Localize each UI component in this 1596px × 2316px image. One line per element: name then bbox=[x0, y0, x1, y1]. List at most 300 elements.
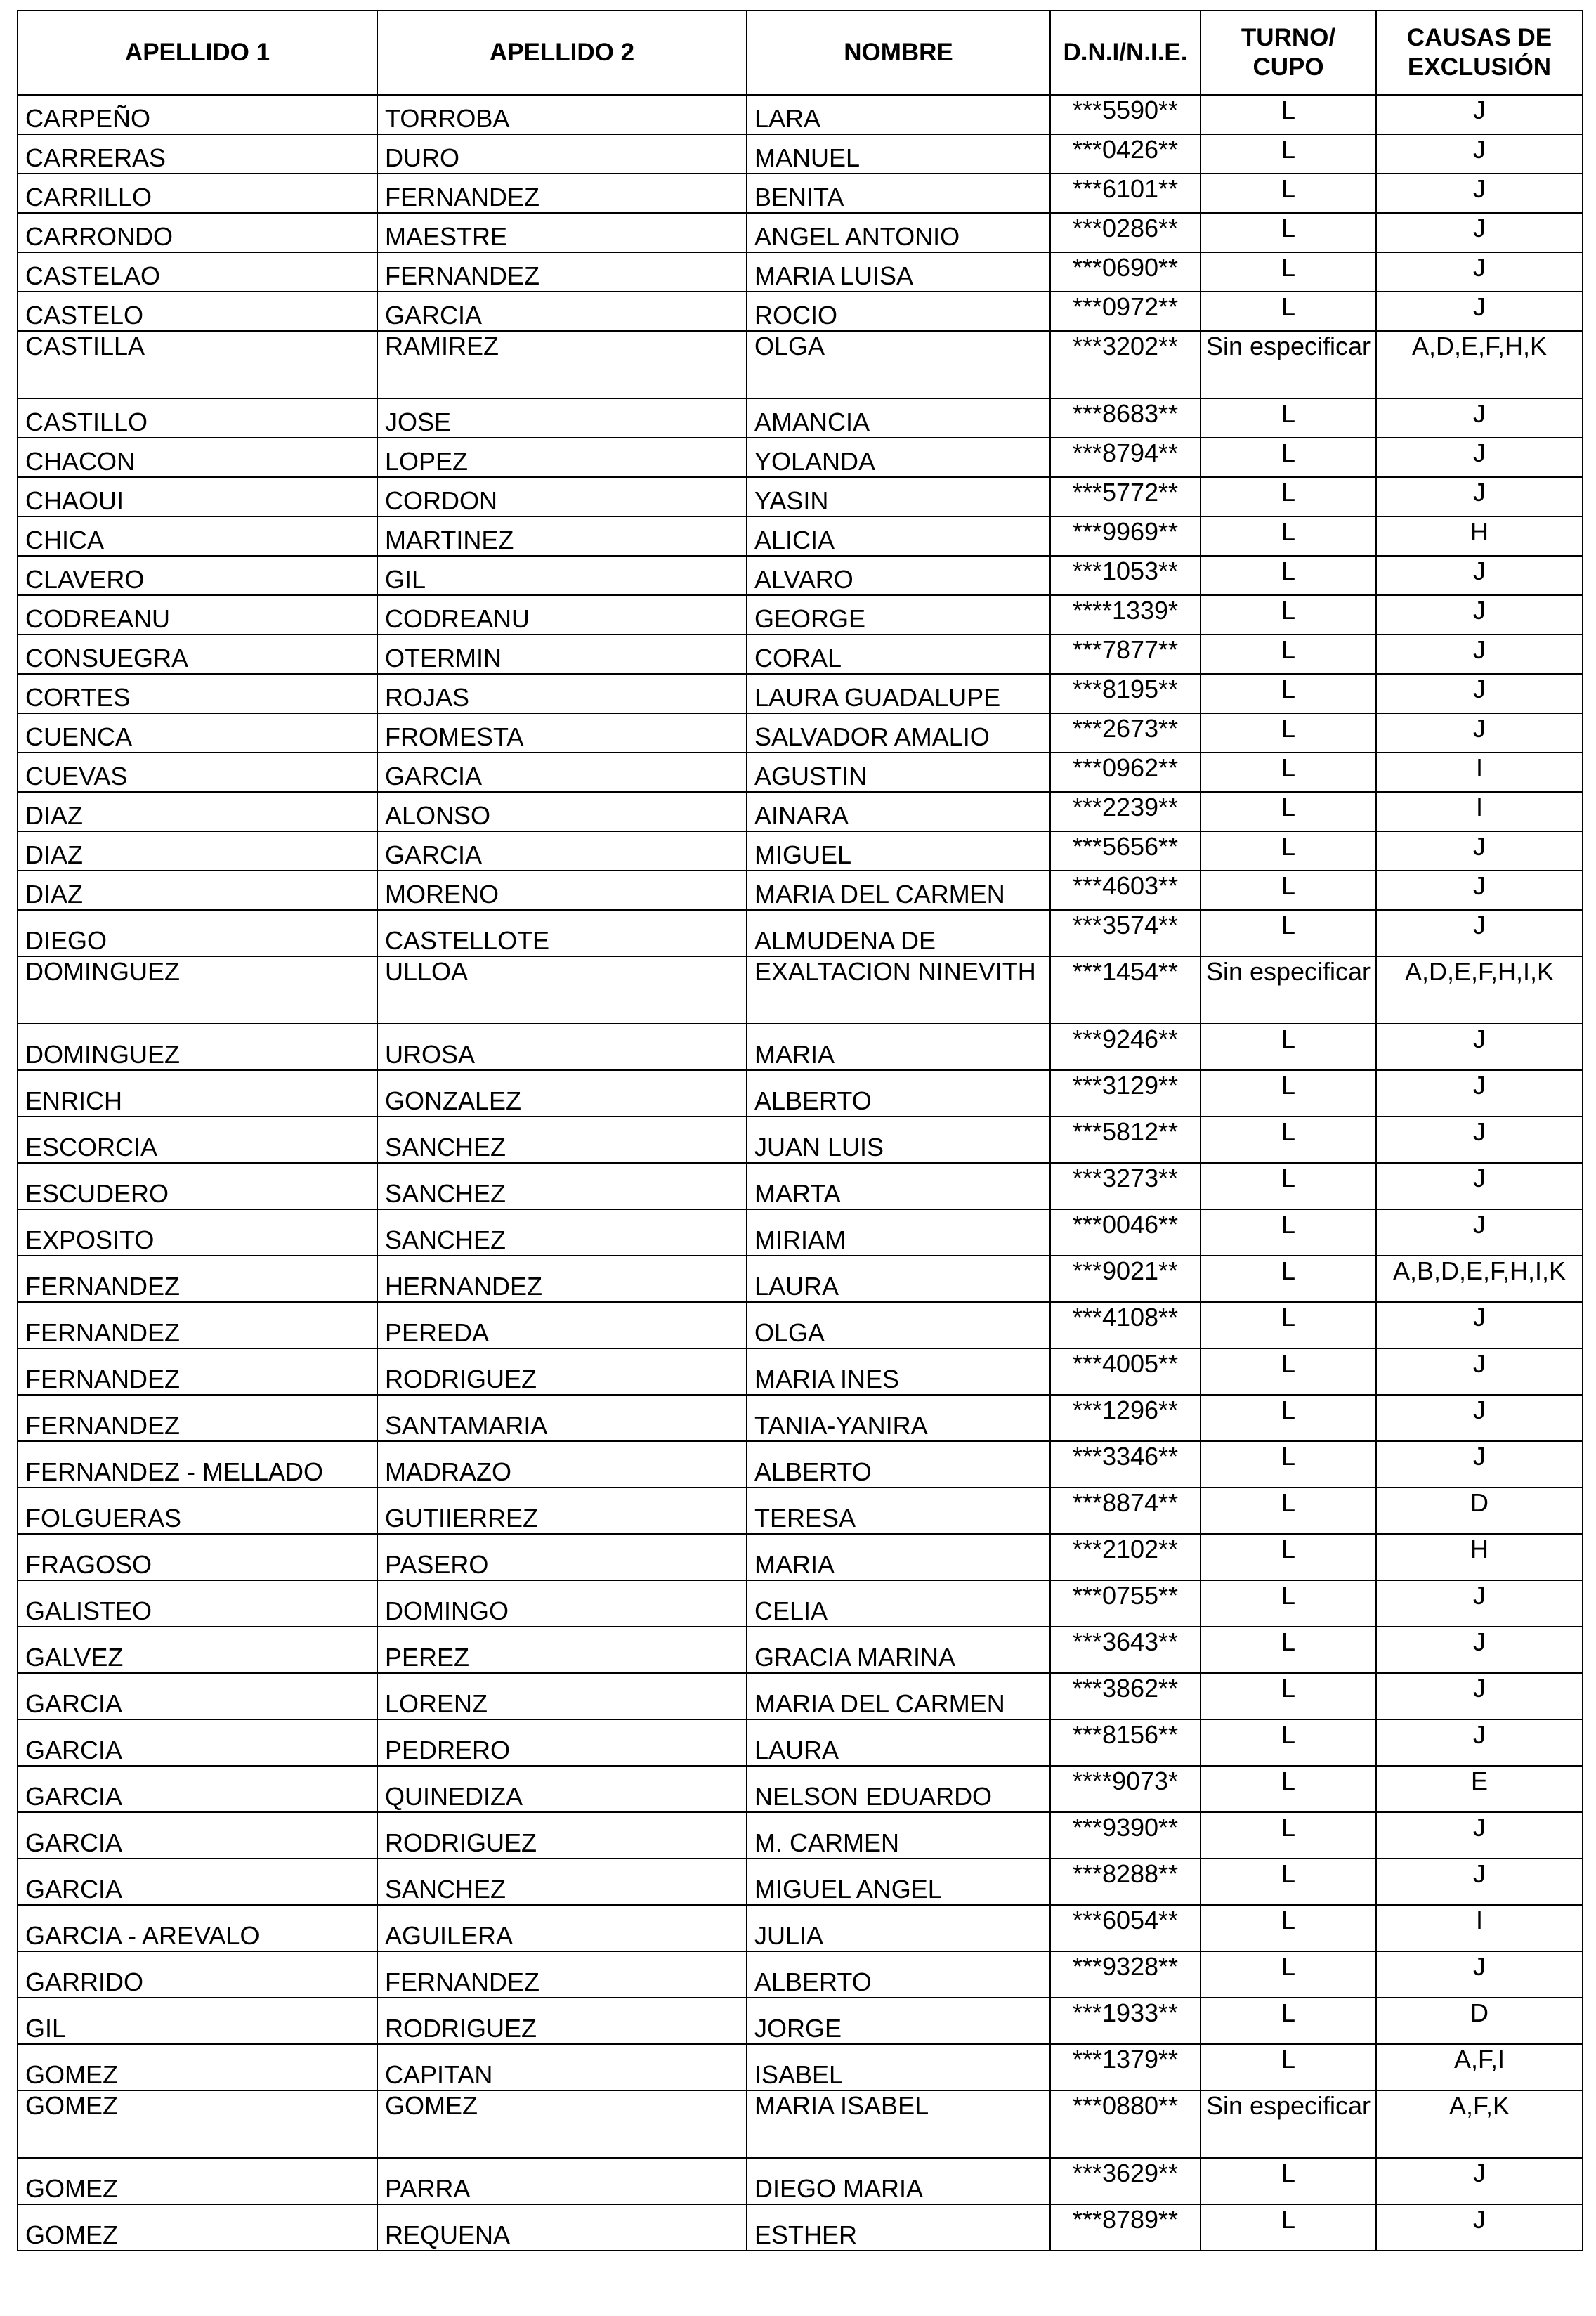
cell-nombre: ALMUDENA DE bbox=[747, 910, 1050, 956]
cell-causas-exclusion: J bbox=[1376, 1627, 1583, 1673]
cell-apellido-2: DURO bbox=[377, 134, 747, 174]
cell-nombre: ALBERTO bbox=[747, 1951, 1050, 1998]
cell-turno-cupo: L bbox=[1201, 1905, 1376, 1951]
cell-dni: ***9246** bbox=[1050, 1024, 1201, 1070]
cell-turno-cupo: L bbox=[1201, 1766, 1376, 1812]
cell-dni: ***9969** bbox=[1050, 516, 1201, 556]
cell-turno-cupo: L bbox=[1201, 134, 1376, 174]
cell-causas-exclusion: I bbox=[1376, 792, 1583, 831]
cell-apellido-1: CORTES bbox=[18, 674, 377, 713]
cell-apellido-2: GOMEZ bbox=[377, 2090, 747, 2158]
table-row bbox=[18, 1580, 1583, 1627]
cell-apellido-2: MAESTRE bbox=[377, 213, 747, 252]
cell-apellido-2: SANCHEZ bbox=[377, 1117, 747, 1163]
cell-apellido-1: EXPOSITO bbox=[18, 1209, 377, 1256]
cell-dni: ****9073* bbox=[1050, 1766, 1201, 1812]
cell-turno-cupo: L bbox=[1201, 174, 1376, 213]
cell-causas-exclusion: A,D,E,F,H,K bbox=[1376, 331, 1583, 398]
cell-apellido-2: RODRIGUEZ bbox=[377, 1998, 747, 2044]
cell-causas-exclusion: J bbox=[1376, 1859, 1583, 1905]
cell-causas-exclusion: J bbox=[1376, 95, 1583, 134]
cell-apellido-2: GARCIA bbox=[377, 831, 747, 871]
cell-apellido-1: CARPEÑO bbox=[18, 95, 377, 134]
table-row bbox=[18, 1951, 1583, 1998]
cell-apellido-2: CASTELLOTE bbox=[377, 910, 747, 956]
cell-apellido-2: MADRAZO bbox=[377, 1441, 747, 1488]
table-row bbox=[18, 635, 1583, 674]
cell-nombre: MIGUEL bbox=[747, 831, 1050, 871]
cell-apellido-1: FERNANDEZ bbox=[18, 1348, 377, 1395]
table-row bbox=[18, 792, 1583, 831]
cell-nombre: MARIA INES bbox=[747, 1348, 1050, 1395]
cell-turno-cupo: L bbox=[1201, 1348, 1376, 1395]
cell-apellido-1: GARRIDO bbox=[18, 1951, 377, 1998]
cell-causas-exclusion: A,F,K bbox=[1376, 2090, 1583, 2158]
cell-apellido-1: FERNANDEZ bbox=[18, 1395, 377, 1441]
table-row bbox=[18, 95, 1583, 134]
cell-turno-cupo: L bbox=[1201, 213, 1376, 252]
header-apellido-1: APELLIDO 1 bbox=[18, 11, 377, 95]
cell-turno-cupo: Sin especificar bbox=[1201, 2090, 1376, 2158]
table-row bbox=[18, 1488, 1583, 1534]
cell-causas-exclusion: J bbox=[1376, 1580, 1583, 1627]
cell-nombre: JUAN LUIS bbox=[747, 1117, 1050, 1163]
cell-causas-exclusion: J bbox=[1376, 213, 1583, 252]
cell-dni: ***2102** bbox=[1050, 1534, 1201, 1580]
cell-causas-exclusion: H bbox=[1376, 1534, 1583, 1580]
table-row bbox=[18, 516, 1583, 556]
cell-turno-cupo: L bbox=[1201, 1812, 1376, 1859]
cell-turno-cupo: L bbox=[1201, 1951, 1376, 1998]
cell-causas-exclusion: J bbox=[1376, 1395, 1583, 1441]
cell-nombre: GRACIA MARINA bbox=[747, 1627, 1050, 1673]
cell-nombre: LAURA GUADALUPE bbox=[747, 674, 1050, 713]
cell-causas-exclusion: E bbox=[1376, 1766, 1583, 1812]
cell-apellido-1: DOMINGUEZ bbox=[18, 1024, 377, 1070]
cell-dni: ***5812** bbox=[1050, 1117, 1201, 1163]
cell-turno-cupo: L bbox=[1201, 910, 1376, 956]
table-row bbox=[18, 2204, 1583, 2251]
cell-causas-exclusion: J bbox=[1376, 1117, 1583, 1163]
cell-apellido-1: CONSUEGRA bbox=[18, 635, 377, 674]
cell-causas-exclusion: J bbox=[1376, 2204, 1583, 2251]
table-row bbox=[18, 134, 1583, 174]
cell-turno-cupo: L bbox=[1201, 1580, 1376, 1627]
cell-nombre: ANGEL ANTONIO bbox=[747, 213, 1050, 252]
excluded-candidates-table bbox=[17, 10, 1583, 2251]
cell-dni: ***1296** bbox=[1050, 1395, 1201, 1441]
cell-nombre: OLGA bbox=[747, 331, 1050, 398]
cell-nombre: EXALTACION NINEVITH bbox=[747, 956, 1050, 1024]
cell-apellido-1: GARCIA bbox=[18, 1859, 377, 1905]
cell-apellido-2: GARCIA bbox=[377, 753, 747, 792]
table-row bbox=[18, 2090, 1583, 2158]
cell-nombre: MARIA bbox=[747, 1534, 1050, 1580]
cell-nombre: MARIA LUISA bbox=[747, 252, 1050, 292]
cell-nombre: ISABEL bbox=[747, 2044, 1050, 2090]
table-row bbox=[18, 910, 1583, 956]
header-dni: D.N.I/N.I.E. bbox=[1050, 11, 1201, 95]
cell-causas-exclusion: D bbox=[1376, 1488, 1583, 1534]
cell-nombre: MANUEL bbox=[747, 134, 1050, 174]
cell-dni: ***8195** bbox=[1050, 674, 1201, 713]
cell-causas-exclusion: D bbox=[1376, 1998, 1583, 2044]
cell-nombre: M. CARMEN bbox=[747, 1812, 1050, 1859]
cell-apellido-1: CASTELO bbox=[18, 292, 377, 331]
header-causas-line2: EXCLUSIÓN bbox=[1407, 53, 1552, 81]
cell-causas-exclusion: J bbox=[1376, 438, 1583, 477]
cell-turno-cupo: L bbox=[1201, 674, 1376, 713]
cell-apellido-2: GUTIIERREZ bbox=[377, 1488, 747, 1534]
cell-dni: ***7877** bbox=[1050, 635, 1201, 674]
cell-causas-exclusion: I bbox=[1376, 1905, 1583, 1951]
table-row bbox=[18, 2158, 1583, 2204]
cell-turno-cupo: L bbox=[1201, 1256, 1376, 1302]
cell-turno-cupo: L bbox=[1201, 95, 1376, 134]
cell-nombre: YASIN bbox=[747, 477, 1050, 516]
cell-apellido-2: ROJAS bbox=[377, 674, 747, 713]
cell-dni: ***2673** bbox=[1050, 713, 1201, 753]
table-row bbox=[18, 1719, 1583, 1766]
cell-nombre: MARIA bbox=[747, 1024, 1050, 1070]
table-row bbox=[18, 1163, 1583, 1209]
cell-turno-cupo: L bbox=[1201, 292, 1376, 331]
cell-apellido-1: ENRICH bbox=[18, 1070, 377, 1117]
cell-apellido-1: CASTILLO bbox=[18, 398, 377, 438]
cell-causas-exclusion: J bbox=[1376, 1441, 1583, 1488]
cell-nombre: JORGE bbox=[747, 1998, 1050, 2044]
cell-apellido-1: FERNANDEZ - MELLADO bbox=[18, 1441, 377, 1488]
table-row bbox=[18, 831, 1583, 871]
cell-apellido-1: CHICA bbox=[18, 516, 377, 556]
cell-dni: ***5656** bbox=[1050, 831, 1201, 871]
table-row bbox=[18, 1348, 1583, 1395]
cell-apellido-1: CARRILLO bbox=[18, 174, 377, 213]
table-row bbox=[18, 713, 1583, 753]
cell-causas-exclusion: J bbox=[1376, 1163, 1583, 1209]
cell-turno-cupo: L bbox=[1201, 1627, 1376, 1673]
cell-causas-exclusion: J bbox=[1376, 1719, 1583, 1766]
cell-apellido-1: CARRONDO bbox=[18, 213, 377, 252]
cell-nombre: MARIA DEL CARMEN bbox=[747, 1673, 1050, 1719]
cell-nombre: JULIA bbox=[747, 1905, 1050, 1951]
cell-dni: ***1379** bbox=[1050, 2044, 1201, 2090]
cell-dni: ***4108** bbox=[1050, 1302, 1201, 1348]
cell-turno-cupo: L bbox=[1201, 398, 1376, 438]
cell-apellido-1: FERNANDEZ bbox=[18, 1302, 377, 1348]
cell-nombre: TANIA-YANIRA bbox=[747, 1395, 1050, 1441]
cell-dni: ***3643** bbox=[1050, 1627, 1201, 1673]
cell-apellido-2: REQUENA bbox=[377, 2204, 747, 2251]
cell-dni: ***3346** bbox=[1050, 1441, 1201, 1488]
cell-apellido-1: GARCIA bbox=[18, 1719, 377, 1766]
table-row bbox=[18, 674, 1583, 713]
header-turno-cupo bbox=[1201, 11, 1376, 95]
cell-apellido-1: CUENCA bbox=[18, 713, 377, 753]
cell-apellido-2: SANTAMARIA bbox=[377, 1395, 747, 1441]
cell-causas-exclusion: J bbox=[1376, 134, 1583, 174]
cell-turno-cupo: L bbox=[1201, 1534, 1376, 1580]
cell-nombre: MARIA DEL CARMEN bbox=[747, 871, 1050, 910]
cell-apellido-2: PEREZ bbox=[377, 1627, 747, 1673]
cell-apellido-1: GIL bbox=[18, 1998, 377, 2044]
cell-apellido-2: PARRA bbox=[377, 2158, 747, 2204]
cell-turno-cupo: L bbox=[1201, 713, 1376, 753]
cell-turno-cupo: L bbox=[1201, 1998, 1376, 2044]
cell-causas-exclusion: J bbox=[1376, 292, 1583, 331]
cell-turno-cupo: L bbox=[1201, 556, 1376, 595]
cell-nombre: MARIA ISABEL bbox=[747, 2090, 1050, 2158]
cell-apellido-1: DIAZ bbox=[18, 871, 377, 910]
cell-causas-exclusion: J bbox=[1376, 2158, 1583, 2204]
cell-apellido-2: FERNANDEZ bbox=[377, 1951, 747, 1998]
table-row bbox=[18, 331, 1583, 398]
cell-nombre: SALVADOR AMALIO bbox=[747, 713, 1050, 753]
cell-causas-exclusion: J bbox=[1376, 713, 1583, 753]
cell-nombre: MIGUEL ANGEL bbox=[747, 1859, 1050, 1905]
table-row bbox=[18, 398, 1583, 438]
cell-dni: ***6054** bbox=[1050, 1905, 1201, 1951]
cell-nombre: DIEGO MARIA bbox=[747, 2158, 1050, 2204]
cell-nombre: AMANCIA bbox=[747, 398, 1050, 438]
table-row bbox=[18, 438, 1583, 477]
cell-turno-cupo: L bbox=[1201, 792, 1376, 831]
cell-dni: ***3273** bbox=[1050, 1163, 1201, 1209]
cell-causas-exclusion: J bbox=[1376, 1024, 1583, 1070]
cell-dni: ***9328** bbox=[1050, 1951, 1201, 1998]
cell-nombre: MIRIAM bbox=[747, 1209, 1050, 1256]
cell-dni: ***0755** bbox=[1050, 1580, 1201, 1627]
cell-apellido-1: CHACON bbox=[18, 438, 377, 477]
cell-apellido-1: CUEVAS bbox=[18, 753, 377, 792]
cell-turno-cupo: L bbox=[1201, 1024, 1376, 1070]
cell-apellido-1: FERNANDEZ bbox=[18, 1256, 377, 1302]
cell-dni: ***0972** bbox=[1050, 292, 1201, 331]
cell-causas-exclusion: J bbox=[1376, 871, 1583, 910]
cell-apellido-2: DOMINGO bbox=[377, 1580, 747, 1627]
table-row bbox=[18, 1627, 1583, 1673]
table-row bbox=[18, 871, 1583, 910]
cell-turno-cupo: L bbox=[1201, 1302, 1376, 1348]
table-row bbox=[18, 292, 1583, 331]
cell-dni: ***0046** bbox=[1050, 1209, 1201, 1256]
cell-dni: ***0286** bbox=[1050, 213, 1201, 252]
table-row bbox=[18, 1441, 1583, 1488]
cell-nombre: ALICIA bbox=[747, 516, 1050, 556]
header-causas-exclusion bbox=[1376, 11, 1583, 95]
table-row bbox=[18, 956, 1583, 1024]
cell-causas-exclusion: J bbox=[1376, 174, 1583, 213]
cell-nombre: ALBERTO bbox=[747, 1070, 1050, 1117]
cell-turno-cupo: L bbox=[1201, 753, 1376, 792]
cell-dni: ***8874** bbox=[1050, 1488, 1201, 1534]
cell-turno-cupo: L bbox=[1201, 477, 1376, 516]
cell-apellido-2: UROSA bbox=[377, 1024, 747, 1070]
cell-dni: ***5772** bbox=[1050, 477, 1201, 516]
cell-nombre: ALBERTO bbox=[747, 1441, 1050, 1488]
cell-causas-exclusion: J bbox=[1376, 477, 1583, 516]
cell-apellido-2: FROMESTA bbox=[377, 713, 747, 753]
cell-causas-exclusion: J bbox=[1376, 1209, 1583, 1256]
table-row bbox=[18, 1070, 1583, 1117]
cell-apellido-1: CASTELAO bbox=[18, 252, 377, 292]
table-row bbox=[18, 174, 1583, 213]
cell-apellido-2: FERNANDEZ bbox=[377, 252, 747, 292]
cell-causas-exclusion: J bbox=[1376, 398, 1583, 438]
cell-apellido-1: CHAOUI bbox=[18, 477, 377, 516]
cell-apellido-2: RODRIGUEZ bbox=[377, 1812, 747, 1859]
cell-dni: ***3129** bbox=[1050, 1070, 1201, 1117]
cell-apellido-1: FRAGOSO bbox=[18, 1534, 377, 1580]
cell-dni: ***8683** bbox=[1050, 398, 1201, 438]
cell-apellido-1: GOMEZ bbox=[18, 2158, 377, 2204]
cell-turno-cupo: L bbox=[1201, 252, 1376, 292]
table-row bbox=[18, 1209, 1583, 1256]
cell-apellido-1: GARCIA bbox=[18, 1766, 377, 1812]
cell-dni: ***1053** bbox=[1050, 556, 1201, 595]
cell-apellido-2: FERNANDEZ bbox=[377, 174, 747, 213]
cell-nombre: OLGA bbox=[747, 1302, 1050, 1348]
header-causas-line1: CAUSAS DE bbox=[1406, 24, 1552, 51]
cell-apellido-2: PEREDA bbox=[377, 1302, 747, 1348]
header-nombre: NOMBRE bbox=[747, 11, 1050, 95]
cell-dni: ***0426** bbox=[1050, 134, 1201, 174]
cell-dni: ***8789** bbox=[1050, 2204, 1201, 2251]
cell-apellido-1: GOMEZ bbox=[18, 2090, 377, 2158]
cell-apellido-1: GOMEZ bbox=[18, 2044, 377, 2090]
table-row bbox=[18, 213, 1583, 252]
cell-dni: ***8794** bbox=[1050, 438, 1201, 477]
cell-dni: ***8156** bbox=[1050, 1719, 1201, 1766]
table-row bbox=[18, 252, 1583, 292]
cell-apellido-1: FOLGUERAS bbox=[18, 1488, 377, 1534]
cell-apellido-2: AGUILERA bbox=[377, 1905, 747, 1951]
cell-nombre: GEORGE bbox=[747, 595, 1050, 635]
cell-apellido-2: TORROBA bbox=[377, 95, 747, 134]
cell-dni: ***3574** bbox=[1050, 910, 1201, 956]
cell-turno-cupo: Sin especificar bbox=[1201, 956, 1376, 1024]
cell-turno-cupo: L bbox=[1201, 1070, 1376, 1117]
cell-apellido-1: GARCIA bbox=[18, 1812, 377, 1859]
cell-apellido-1: DIEGO bbox=[18, 910, 377, 956]
cell-dni: ****1339* bbox=[1050, 595, 1201, 635]
table-row bbox=[18, 753, 1583, 792]
cell-dni: ***1933** bbox=[1050, 1998, 1201, 2044]
cell-turno-cupo: L bbox=[1201, 871, 1376, 910]
cell-apellido-1: GARCIA bbox=[18, 1673, 377, 1719]
cell-causas-exclusion: A,F,I bbox=[1376, 2044, 1583, 2090]
cell-nombre: ALVARO bbox=[747, 556, 1050, 595]
cell-dni: ***4005** bbox=[1050, 1348, 1201, 1395]
table-row bbox=[18, 556, 1583, 595]
cell-nombre: MARTA bbox=[747, 1163, 1050, 1209]
cell-turno-cupo: L bbox=[1201, 1209, 1376, 1256]
cell-nombre: ESTHER bbox=[747, 2204, 1050, 2251]
table-row bbox=[18, 595, 1583, 635]
cell-apellido-1: CARRERAS bbox=[18, 134, 377, 174]
cell-nombre: CELIA bbox=[747, 1580, 1050, 1627]
cell-apellido-2: MARTINEZ bbox=[377, 516, 747, 556]
cell-apellido-2: PEDRERO bbox=[377, 1719, 747, 1766]
table-row bbox=[18, 1673, 1583, 1719]
cell-apellido-1: GOMEZ bbox=[18, 2204, 377, 2251]
table-row bbox=[18, 1302, 1583, 1348]
cell-causas-exclusion: A,B,D,E,F,H,I,K bbox=[1376, 1256, 1583, 1302]
cell-apellido-2: CORDON bbox=[377, 477, 747, 516]
cell-dni: ***6101** bbox=[1050, 174, 1201, 213]
cell-apellido-2: ULLOA bbox=[377, 956, 747, 1024]
cell-causas-exclusion: J bbox=[1376, 674, 1583, 713]
cell-apellido-2: MORENO bbox=[377, 871, 747, 910]
cell-nombre: NELSON EDUARDO bbox=[747, 1766, 1050, 1812]
cell-apellido-2: LORENZ bbox=[377, 1673, 747, 1719]
cell-apellido-1: GARCIA - AREVALO bbox=[18, 1905, 377, 1951]
table-row bbox=[18, 2044, 1583, 2090]
cell-dni: ***0962** bbox=[1050, 753, 1201, 792]
table-row bbox=[18, 1998, 1583, 2044]
cell-turno-cupo: L bbox=[1201, 1488, 1376, 1534]
cell-causas-exclusion: A,D,E,F,H,I,K bbox=[1376, 956, 1583, 1024]
cell-apellido-2: OTERMIN bbox=[377, 635, 747, 674]
cell-nombre: TERESA bbox=[747, 1488, 1050, 1534]
table-row bbox=[18, 1905, 1583, 1951]
cell-turno-cupo: L bbox=[1201, 2204, 1376, 2251]
cell-turno-cupo: Sin especificar bbox=[1201, 331, 1376, 398]
cell-apellido-2: SANCHEZ bbox=[377, 1859, 747, 1905]
cell-nombre: AINARA bbox=[747, 792, 1050, 831]
cell-nombre: LAURA bbox=[747, 1256, 1050, 1302]
cell-turno-cupo: L bbox=[1201, 1859, 1376, 1905]
cell-turno-cupo: L bbox=[1201, 1673, 1376, 1719]
cell-dni: ***1454** bbox=[1050, 956, 1201, 1024]
cell-apellido-2: HERNANDEZ bbox=[377, 1256, 747, 1302]
cell-apellido-1: CODREANU bbox=[18, 595, 377, 635]
cell-causas-exclusion: H bbox=[1376, 516, 1583, 556]
table-row bbox=[18, 1256, 1583, 1302]
cell-nombre: BENITA bbox=[747, 174, 1050, 213]
cell-apellido-2: GIL bbox=[377, 556, 747, 595]
table-row bbox=[18, 1766, 1583, 1812]
cell-dni: ***2239** bbox=[1050, 792, 1201, 831]
cell-turno-cupo: L bbox=[1201, 1117, 1376, 1163]
header-turno-line2: CUPO bbox=[1252, 53, 1324, 81]
cell-turno-cupo: L bbox=[1201, 516, 1376, 556]
cell-causas-exclusion: J bbox=[1376, 635, 1583, 674]
cell-apellido-1: DOMINGUEZ bbox=[18, 956, 377, 1024]
cell-turno-cupo: L bbox=[1201, 1395, 1376, 1441]
cell-dni: ***0880** bbox=[1050, 2090, 1201, 2158]
cell-apellido-1: CASTILLA bbox=[18, 331, 377, 398]
cell-turno-cupo: L bbox=[1201, 438, 1376, 477]
cell-causas-exclusion: J bbox=[1376, 595, 1583, 635]
table-row bbox=[18, 1024, 1583, 1070]
cell-apellido-2: GARCIA bbox=[377, 292, 747, 331]
header-turno-line1: TURNO/ bbox=[1241, 24, 1336, 51]
cell-turno-cupo: L bbox=[1201, 2158, 1376, 2204]
cell-apellido-2: CODREANU bbox=[377, 595, 747, 635]
cell-nombre: CORAL bbox=[747, 635, 1050, 674]
cell-causas-exclusion: J bbox=[1376, 831, 1583, 871]
cell-apellido-2: ALONSO bbox=[377, 792, 747, 831]
table-row bbox=[18, 1534, 1583, 1580]
cell-apellido-1: DIAZ bbox=[18, 831, 377, 871]
cell-turno-cupo: L bbox=[1201, 1441, 1376, 1488]
cell-apellido-1: ESCUDERO bbox=[18, 1163, 377, 1209]
cell-turno-cupo: L bbox=[1201, 1163, 1376, 1209]
cell-causas-exclusion: J bbox=[1376, 910, 1583, 956]
cell-causas-exclusion: J bbox=[1376, 1673, 1583, 1719]
cell-turno-cupo: L bbox=[1201, 1719, 1376, 1766]
